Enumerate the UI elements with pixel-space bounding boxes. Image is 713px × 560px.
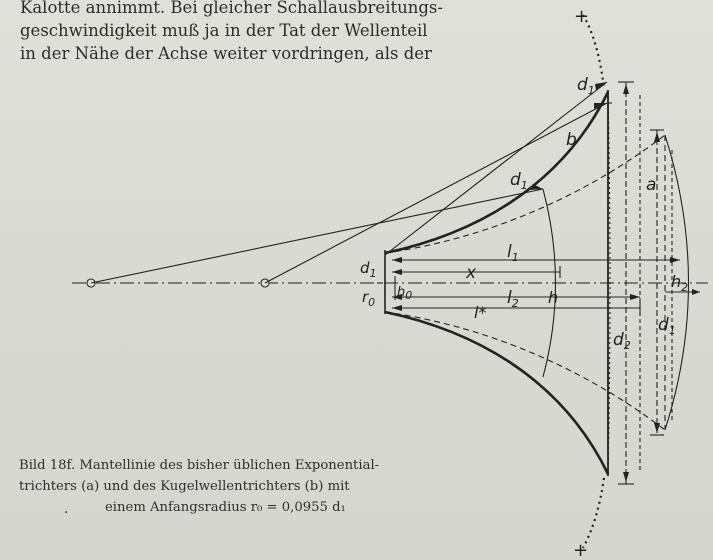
caption-line-3: einem Anfangsradius r₀ = 0,0955 d₁ <box>105 500 346 515</box>
label-d1-mid: $d_1$ <box>510 170 528 192</box>
label-h0: $h_0$ <box>397 285 413 302</box>
label-d1-right: $d_1$ <box>658 315 676 337</box>
label-h: h <box>548 288 559 307</box>
caption-line-1: Bild 18f. Mantellinie des bisher üblichen Exponential- <box>19 458 380 473</box>
label-d1-left: $d_1$ <box>360 259 377 280</box>
caption-line-2: trichters (a) und des Kugelwellentrichters (b) mit <box>19 479 350 494</box>
ray-near-origin <box>265 103 607 283</box>
label-b: b <box>566 130 577 150</box>
figure-caption <box>19 455 469 518</box>
label-r0: $r_0$ <box>362 288 376 309</box>
ray-outer <box>385 82 607 255</box>
caption-bullet: . <box>64 501 69 517</box>
label-l-star: l* <box>474 303 487 322</box>
dotted-arc-bottom <box>583 478 604 548</box>
paragraph-line-1: Kalotte annimmt. Bei gleicher Schallausbreitungs- <box>20 0 443 17</box>
label-l2: $l_2$ <box>507 288 519 310</box>
label-x: x <box>466 263 477 283</box>
label-d1-top: $d_1$ <box>577 75 595 97</box>
paragraph-line-3: in der Nähe der Achse weiter vordringen, als der <box>20 44 432 63</box>
label-a: a <box>646 175 657 195</box>
curve-b-lower <box>385 312 608 474</box>
label-l1: $l_1$ <box>507 242 519 264</box>
label-plus-top: + <box>574 6 590 27</box>
label-h2: $h_2$ <box>671 272 689 294</box>
paragraph-line-2: geschwindigkeit muß ja in der Tat der Wellenteil <box>20 21 428 40</box>
label-d2: $d_2$ <box>613 330 631 352</box>
label-plus-bottom: + <box>573 540 589 560</box>
curve-a-upper <box>385 135 665 253</box>
